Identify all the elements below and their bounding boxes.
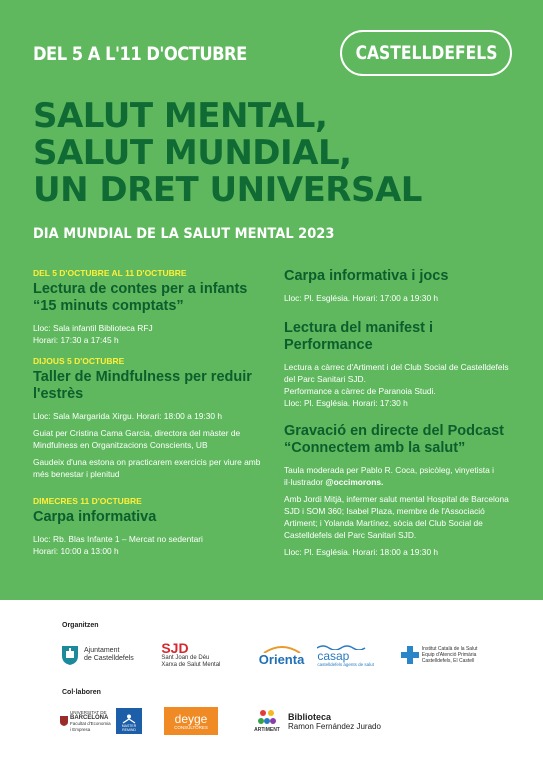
logo-text: REMIND bbox=[122, 728, 136, 732]
deyge-logo bbox=[164, 707, 246, 735]
subtitle: DIA MUNDIAL DE LA SALUT MENTAL 2023 bbox=[33, 226, 335, 242]
event-date-tag: DIJOUS 5 D'OCTUBRE bbox=[33, 356, 125, 366]
casap-logo bbox=[317, 644, 400, 667]
event-date-tag: DEL 5 D'OCTUBRE AL 11 D'OCTUBRE bbox=[33, 268, 187, 278]
title-line-3: UN DRET UNIVERSAL bbox=[33, 170, 422, 210]
event-description: Lectura a càrrec d'Artiment i del Club Social de Castelldefels del Parc Sanitari SJD. bbox=[284, 362, 509, 384]
event-description: Performance a càrrec de Paranoia Studi. bbox=[284, 386, 436, 396]
event-place-time: Lloc: Pl. Església. Horari: 18:00 a 19:30 h bbox=[284, 547, 439, 557]
logo-text: UNIVERSITAT DE bbox=[70, 710, 107, 715]
event-time: Horari: 10:00 a 13:00 h bbox=[33, 546, 119, 556]
logo-text: castelldefels agents de salut bbox=[317, 661, 374, 667]
logo-text: i Empresa bbox=[70, 726, 91, 732]
zigzag-edge bbox=[0, 592, 543, 608]
event-podcast bbox=[284, 423, 516, 558]
logo-text: BARCELONA bbox=[70, 714, 109, 721]
event-moderator bbox=[284, 464, 516, 488]
ajuntament-logo bbox=[60, 644, 161, 666]
sjd-logo bbox=[161, 641, 245, 669]
logo-text: de Castelldefels bbox=[84, 655, 134, 662]
social-handle: @occimorons. bbox=[325, 477, 384, 487]
logo-text: ARTiMENT bbox=[254, 727, 280, 733]
organizers-logos bbox=[60, 640, 520, 670]
event-details bbox=[284, 361, 516, 409]
medical-cross-icon bbox=[401, 646, 419, 664]
right-column bbox=[284, 268, 516, 570]
event-details bbox=[33, 533, 273, 557]
event-manifesto bbox=[284, 320, 516, 409]
event-title: Gravació en directe del Podcast “Connectem amb la salut” bbox=[284, 423, 505, 456]
event-date-tag: DIMECRES 11 D'OCTUBRE bbox=[33, 496, 142, 506]
event-mindfulness bbox=[33, 356, 273, 480]
biblioteca-logo bbox=[288, 712, 381, 731]
main-title bbox=[33, 98, 422, 209]
event-place-time: Lloc: Sala Margarida Xirgu. Horari: 18:00 a 19:30 h bbox=[33, 411, 223, 421]
logo-text: Facultat d'Economia bbox=[70, 721, 111, 726]
event-info-tent-games bbox=[284, 268, 516, 304]
event-place-time: Lloc: Pl. Església. Horari: 17:00 a 19:30 h bbox=[284, 293, 439, 303]
city-badge bbox=[340, 30, 512, 76]
date-range-heading: DEL 5 A L'11 D'OCTUBRE bbox=[33, 43, 247, 65]
event-place: Lloc: Rb. Blas Infante 1 – Mercat no sedentari bbox=[33, 534, 203, 544]
city-label: CASTELLDEFELS bbox=[355, 42, 497, 64]
castle-shield-icon bbox=[60, 644, 80, 666]
logo-text: Sant Joan de Déu bbox=[161, 655, 210, 661]
title-line-1: SALUT MENTAL, bbox=[33, 96, 328, 136]
event-story-reading bbox=[33, 268, 273, 346]
ub-logo bbox=[60, 710, 116, 732]
event-title: Lectura de contes per a infants “15 minuts comptats” bbox=[33, 281, 248, 314]
dots-icon bbox=[257, 709, 277, 727]
logo-text: Orienta bbox=[258, 651, 305, 667]
event-title: Lectura del manifest i Performance bbox=[284, 320, 434, 353]
moderator-text: Taula moderada per Pablo R. Coca, psicòleg, vinyetista i il·lustrador bbox=[284, 465, 494, 487]
logo-text: Ajuntament bbox=[84, 647, 120, 654]
event-time: Horari: 17:30 a 17:45 h bbox=[33, 335, 119, 345]
collaborators-logos bbox=[60, 704, 520, 738]
event-place: Lloc: Sala infantil Biblioteca RFJ bbox=[33, 323, 153, 333]
left-column bbox=[33, 268, 273, 567]
event-title: Carpa informativa bbox=[33, 509, 157, 525]
logo-text: MASTER bbox=[121, 724, 137, 728]
event-description: Gaudeix d'una estona on practicarem exercicis per viure amb més benestar i plenitud bbox=[33, 457, 261, 479]
event-title: Taller de Mindfulness per reduir l'estrès bbox=[33, 369, 252, 402]
collaborators-label: Col·laboren bbox=[62, 689, 101, 696]
orienta-logo bbox=[246, 645, 318, 666]
event-description: Guiat per Cristina Cama Garcia, directora del màster de Mindfulness en Organitzacions Conscients, UB bbox=[33, 428, 241, 450]
event-info-tent bbox=[33, 496, 273, 557]
logo-text: Castelldefels, El Castell bbox=[421, 658, 475, 664]
event-title: Carpa informativa i jocs bbox=[284, 268, 449, 284]
event-description: Amb Jordi Mitjà, infermer salut mental Hospital de Barcelona SJD i SOM 360; Isabel Plaza, membre de l'Associació Artiment; i Yolanda Martínez, sòcia del Club Social de Castelldefels del Parc Sanitari SJD. bbox=[284, 494, 509, 540]
event-details bbox=[33, 322, 273, 346]
figure-icon bbox=[122, 714, 136, 724]
artiment-logo bbox=[246, 709, 288, 733]
logo-text: Equip d'Atenció Primària bbox=[421, 652, 477, 658]
logo-text: Ramon Fernández Jurado bbox=[288, 721, 381, 731]
master-remind-logo bbox=[116, 708, 164, 734]
logo-text: CONSULTORES bbox=[174, 724, 208, 730]
ics-logo bbox=[401, 646, 520, 664]
event-place-time: Lloc: Pl. Església. Horari: 17:30 h bbox=[284, 398, 408, 408]
title-line-2: SALUT MUNDIAL, bbox=[33, 133, 352, 173]
logo-text: casap bbox=[317, 648, 350, 663]
logo-text: deyge bbox=[174, 711, 208, 726]
organizers-label: Organitzen bbox=[62, 622, 99, 629]
logo-text: SJD bbox=[161, 640, 189, 656]
logo-text: Biblioteca bbox=[288, 711, 332, 722]
logo-text: Xarxa de Salut Mental bbox=[161, 662, 221, 668]
logo-text: Institut Català de la Salut bbox=[421, 646, 478, 652]
ub-shield-icon bbox=[60, 716, 68, 726]
